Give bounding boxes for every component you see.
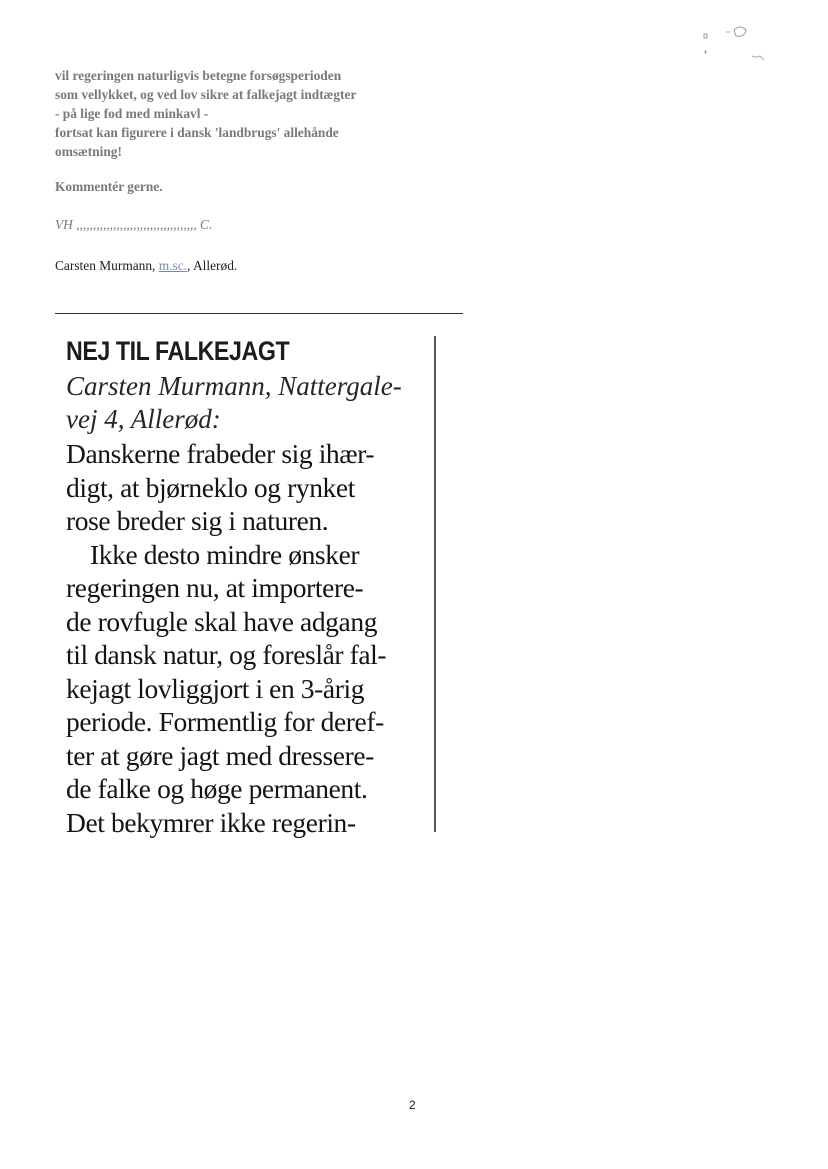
body-line: de rovfugle skal have adgang <box>66 605 378 637</box>
clipping-column-rule <box>434 336 436 832</box>
signature <box>55 258 237 274</box>
body-line: digt, at bjørneklo og rynket <box>66 471 355 503</box>
scan-marks <box>698 22 778 72</box>
signature-name: Carsten Murmann, <box>55 258 159 273</box>
letter-line: som vellykket, og ved lov sikre at falkejagt indtægter <box>55 87 357 102</box>
byline-line: Carsten Murmann, Nattergale- <box>66 371 402 401</box>
body-line: regeringen nu, at importere- <box>66 572 364 603</box>
letter-line: - på lige fod med minkavl - <box>55 106 209 121</box>
letter-line: vil regeringen naturligvis betegne forsøgsperioden <box>55 68 342 83</box>
letter-line: omsætning! <box>55 144 122 159</box>
body-line: Ikke desto mindre ønsker <box>90 538 360 570</box>
byline-line: vej 4, Allerød: <box>66 404 221 434</box>
comment-request: Kommentér gerne. <box>55 179 163 194</box>
body-line: Danskerne frabeder sig ihær- <box>66 438 375 469</box>
page-number: 2 <box>409 1098 416 1112</box>
body-line: de falke og høge permanent. <box>66 773 368 804</box>
body-line: Det bekymrer ikke regerin- <box>66 806 356 838</box>
body-line: ter at gøre jagt med dressere- <box>66 739 374 771</box>
letter-paragraph <box>55 66 455 161</box>
body-line: periode. Formentlig for deref- <box>66 706 384 737</box>
body-line: til dansk natur, og foreslår fal- <box>66 639 387 670</box>
divider-line <box>55 313 463 314</box>
letter-line: fortsat kan figurere i dansk 'landbrugs' allehånde <box>55 125 339 140</box>
closing-line: VH ,,,,,,,,,,,,,,,,,,,,,,,,,,,,,,,,,,,, C. <box>55 217 213 232</box>
clipping-body <box>66 437 446 839</box>
body-line: rose breder sig i naturen. <box>66 505 329 536</box>
body-line: kejagt lovliggjort i en 3-årig <box>66 672 365 704</box>
clipping-byline <box>66 370 436 436</box>
clipping-headline: NEJ TIL FALKEJAGT <box>66 336 290 366</box>
signature-place: , Allerød. <box>187 258 238 273</box>
degree-link[interactable]: m.sc. <box>158 258 188 273</box>
